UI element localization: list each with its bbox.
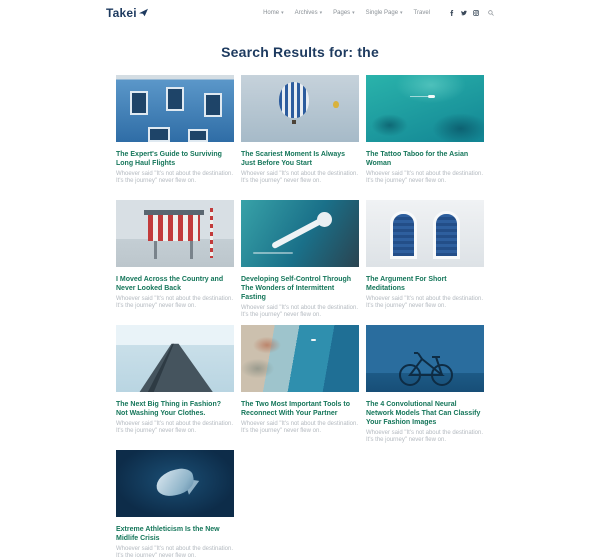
post-card bbox=[366, 200, 484, 312]
post-card bbox=[241, 200, 359, 318]
chevron-down-icon: ▾ bbox=[319, 9, 323, 16]
post-excerpt: Whoever said "It's not about the destination. It's the journey" never flew on. bbox=[116, 171, 234, 184]
post-title-link[interactable]: Developing Self-Control Through The Wonders of Intermittent Fasting bbox=[241, 276, 352, 301]
nav-item-travel[interactable]: Travel bbox=[413, 10, 430, 16]
page-title: Search Results for: the bbox=[221, 44, 379, 60]
post-thumbnail[interactable] bbox=[116, 200, 234, 267]
post-title-link[interactable]: The Tattoo Taboo for the Asian Woman bbox=[366, 151, 469, 167]
main-nav bbox=[263, 10, 430, 16]
chevron-down-icon: ▾ bbox=[352, 9, 355, 16]
post-excerpt: Whoever said "It's not about the destination. It's the journey" never flew on. bbox=[241, 171, 359, 184]
post-excerpt: Whoever said "It's not about the destination. It's the journey" never flew on. bbox=[116, 296, 234, 309]
nav-item-pages[interactable]: Pages ▾ bbox=[333, 9, 355, 16]
post-title-link[interactable]: The Scariest Moment Is Always Just Before You Start bbox=[241, 151, 345, 167]
social-links bbox=[449, 10, 494, 16]
post-title-link[interactable]: The Argument For Short Meditations bbox=[366, 276, 447, 292]
post-card bbox=[366, 75, 484, 187]
search-icon[interactable] bbox=[488, 10, 494, 16]
post-title-link[interactable]: The Two Most Important Tools to Reconnect With Your Partner bbox=[241, 401, 351, 417]
site-logo-text: Takei bbox=[106, 6, 137, 20]
post-title-link[interactable]: Extreme Athleticism Is the New Midlife Crisis bbox=[116, 526, 220, 542]
post-thumbnail[interactable] bbox=[116, 450, 234, 517]
chevron-down-icon: ▾ bbox=[400, 9, 403, 16]
post-card bbox=[241, 325, 359, 437]
post-title-link[interactable]: The 4 Convolutional Neural Network Models That Can Classify Your Fashion Images bbox=[366, 401, 481, 426]
post-excerpt: Whoever said "It's not about the destination. It's the journey" never flew on. bbox=[366, 171, 484, 184]
post-title-link[interactable]: I Moved Across the Country and Never Looked Back bbox=[116, 276, 224, 292]
post-title-link[interactable]: The Next Big Thing in Fashion? Not Washing Your Clothes. bbox=[116, 401, 221, 417]
site-logo[interactable] bbox=[106, 6, 148, 20]
post-thumbnail[interactable] bbox=[366, 75, 484, 142]
post-thumbnail[interactable] bbox=[241, 325, 359, 392]
chevron-down-icon: ▾ bbox=[281, 9, 284, 16]
post-excerpt: Whoever said "It's not about the destination. It's the journey" never flew on. bbox=[366, 296, 484, 309]
post-card bbox=[241, 75, 359, 187]
post-card bbox=[116, 200, 234, 312]
facebook-icon[interactable] bbox=[449, 10, 455, 16]
header-nav-group bbox=[263, 10, 494, 16]
nav-item-archives[interactable]: Archives ▾ bbox=[294, 9, 323, 16]
post-thumbnail[interactable] bbox=[241, 75, 359, 142]
site-header bbox=[0, 0, 600, 24]
post-thumbnail[interactable] bbox=[116, 75, 234, 142]
post-title-link[interactable]: The Expert's Guide to Surviving Long Haul Flights bbox=[116, 151, 222, 167]
nav-item-home[interactable]: Home ▾ bbox=[263, 9, 284, 16]
post-card bbox=[116, 325, 234, 437]
post-thumbnail[interactable] bbox=[116, 325, 234, 392]
post-card bbox=[366, 325, 484, 443]
paper-plane-icon bbox=[139, 6, 148, 20]
nav-item-single-page[interactable]: Single Page ▾ bbox=[365, 9, 403, 16]
post-card bbox=[116, 450, 234, 557]
post-thumbnail[interactable] bbox=[241, 200, 359, 267]
post-thumbnail[interactable] bbox=[366, 200, 484, 267]
post-thumbnail[interactable] bbox=[366, 325, 484, 392]
instagram-icon[interactable] bbox=[473, 10, 479, 16]
post-excerpt: Whoever said "It's not about the destination. It's the journey" never flew on. bbox=[241, 305, 359, 318]
search-results-grid bbox=[116, 75, 484, 557]
post-card bbox=[116, 75, 234, 187]
post-excerpt: Whoever said "It's not about the destination. It's the journey" never flew on. bbox=[116, 546, 234, 557]
twitter-icon[interactable] bbox=[461, 10, 467, 16]
post-excerpt: Whoever said "It's not about the destination. It's the journey" never flew on. bbox=[366, 430, 484, 443]
post-excerpt: Whoever said "It's not about the destination. It's the journey" never flew on. bbox=[241, 421, 359, 434]
post-excerpt: Whoever said "It's not about the destination. It's the journey" never flew on. bbox=[116, 421, 234, 434]
